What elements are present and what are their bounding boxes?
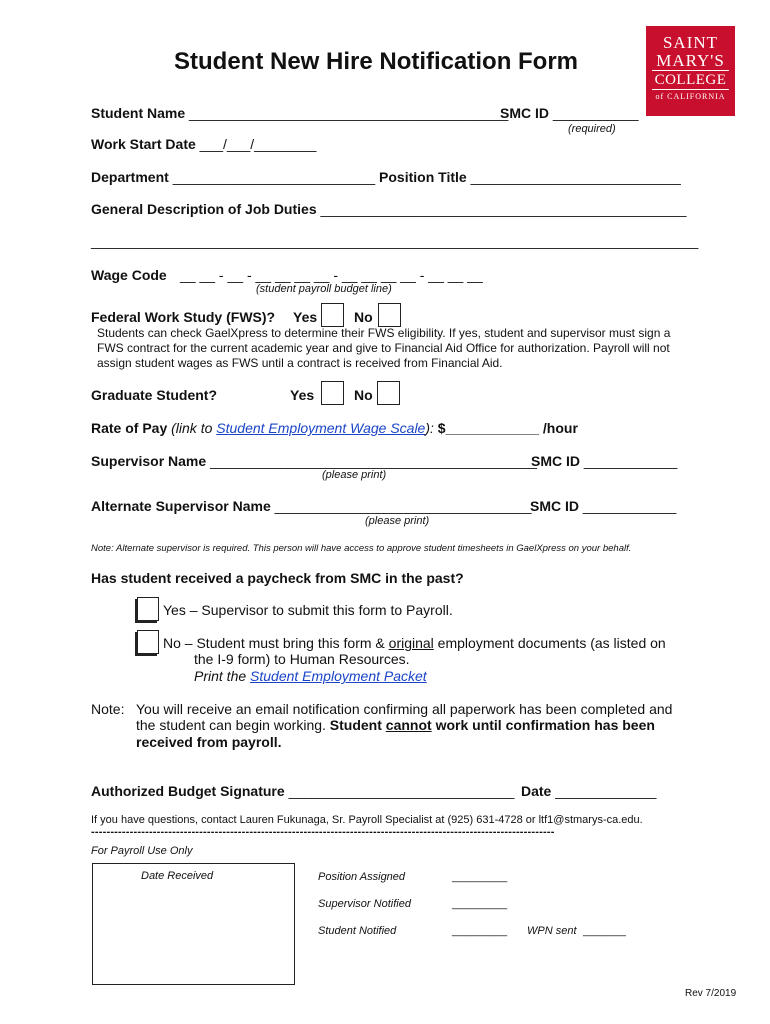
budget-row: [91, 783, 514, 799]
note-line1: You will receive an email notification confirming all paperwork has been completed and: [136, 701, 673, 717]
work-start-field[interactable]: ___/___/________: [199, 136, 317, 152]
rate-label: Rate of Pay: [91, 420, 168, 436]
job-duties-field[interactable]: _______________________________________________: [320, 201, 687, 217]
student-notified-field[interactable]: _________: [452, 925, 508, 937]
budget-label: Authorized Budget Signature: [91, 783, 285, 799]
fws-yes-label: Yes: [293, 309, 318, 325]
contact-text: If you have questions, contact Lauren Fukunaga, Sr. Payroll Specialist at (925) 631-4728 or ltf1@stmarys-ca.edu.: [91, 814, 643, 826]
page-title: Student New Hire Notification Form: [174, 48, 579, 75]
rate-unit: /hour: [542, 420, 578, 436]
alt-supervisor-print-note: (please print): [365, 515, 430, 527]
department-label: Department: [91, 169, 169, 185]
fws-label: Federal Work Study (FWS)?: [91, 309, 276, 325]
note-line2: [136, 717, 655, 733]
date-received-box[interactable]: [92, 863, 295, 985]
note-line2-cannot: cannot: [385, 717, 432, 733]
fws-description: [97, 326, 670, 371]
paycheck-no-line2: the I-9 form) to Human Resources.: [194, 651, 410, 667]
logo-line3: COLLEGE: [652, 70, 729, 90]
rate-field[interactable]: $____________: [437, 420, 540, 436]
divider-line: ------------------------------------------------------------------------------------------------------------------------: [91, 826, 555, 838]
alt-supervisor-field[interactable]: _________________________________: [274, 498, 532, 514]
smc-id-field[interactable]: ___________: [552, 105, 639, 121]
alt-supervisor-label: Alternate Supervisor Name: [91, 498, 271, 514]
revision-label: Rev 7/2019: [685, 988, 737, 999]
college-logo: [646, 26, 735, 116]
job-duties-field-line2[interactable]: ______________________________________________________________________________: [91, 233, 699, 249]
student-employment-packet-link[interactable]: Student Employment Packet: [250, 668, 427, 684]
supervisor-print-note: (please print): [322, 469, 387, 481]
alt-supervisor-row: [91, 498, 532, 514]
payroll-use-title: For Payroll Use Only: [91, 845, 193, 857]
budget-date-row: [521, 783, 656, 799]
student-name-row: [91, 105, 508, 121]
supervisor-notified-field[interactable]: _________: [452, 898, 508, 910]
fws-desc-line2: FWS contract for the current academic year and give to Financial Aid Office for authorization. Payroll will not: [97, 341, 670, 355]
rate-post: ):: [425, 420, 438, 436]
supervisor-row: [91, 453, 537, 469]
graduate-no-checkbox[interactable]: [377, 381, 400, 405]
supervisor-smc-label: SMC ID: [531, 453, 580, 469]
supervisor-smc-row: [531, 453, 677, 469]
smc-id-required-note: (required): [568, 123, 616, 135]
note-line2-b: Student: [329, 717, 386, 733]
paycheck-no-text-a: No – Student must bring this form &: [163, 635, 389, 651]
wpn-sent-label: WPN sent: [527, 925, 577, 937]
fws-desc-line3: assign student wages as FWS until a contract is received from Financial Aid.: [97, 356, 503, 370]
note-line3: received from payroll.: [136, 734, 282, 750]
print-packet-pre: Print the: [194, 668, 251, 684]
note-line2-d: work until confirmation has been: [431, 717, 655, 733]
paycheck-question: Has student received a paycheck from SMC in the past?: [91, 570, 464, 586]
supervisor-notified-label: Supervisor Notified: [318, 898, 411, 910]
alt-supervisor-note: Note: Alternate supervisor is required. This person will have access to approve student timesheets in GaelXpress on your behalf.: [91, 543, 632, 554]
wpn-sent-field[interactable]: _______: [583, 925, 626, 937]
fws-no-checkbox[interactable]: [378, 303, 401, 327]
paycheck-yes-label: Yes – Supervisor to submit this form to Payroll.: [163, 602, 453, 618]
department-field[interactable]: __________________________: [172, 169, 376, 185]
student-name-field[interactable]: _________________________________________: [189, 105, 509, 121]
fws-yes-checkbox[interactable]: [321, 303, 344, 327]
wage-code-label: Wage Code: [91, 267, 167, 283]
position-assigned-label: Position Assigned: [318, 871, 406, 883]
fws-desc-line1: Students can check GaelXpress to determine their FWS eligibility. If yes, student and supervisor must sign a: [97, 326, 671, 340]
budget-date-label: Date: [521, 783, 552, 799]
graduate-label: Graduate Student?: [91, 387, 218, 403]
wage-code-note: (student payroll budget line): [256, 283, 392, 295]
work-start-row: [91, 136, 316, 152]
position-title-label: Position Title: [379, 169, 467, 185]
alt-supervisor-smc-field[interactable]: ____________: [582, 498, 677, 514]
fws-no-label: No: [354, 309, 373, 325]
student-name-label: Student Name: [91, 105, 186, 121]
logo-line1: SAINT: [662, 33, 719, 52]
budget-date-field[interactable]: _____________: [555, 783, 657, 799]
wage-scale-link[interactable]: Student Employment Wage Scale: [216, 420, 426, 436]
smc-id-row: [500, 105, 639, 121]
budget-signature-field[interactable]: _____________________________: [288, 783, 515, 799]
rate-row: [91, 420, 578, 436]
work-start-label: Work Start Date: [91, 136, 196, 152]
print-packet-row: [194, 668, 427, 684]
job-duties-label: General Description of Job Duties: [91, 201, 317, 217]
paycheck-no-text-b: employment documents (as listed on: [433, 635, 666, 651]
alt-supervisor-smc-row: [530, 498, 676, 514]
position-title-field[interactable]: ___________________________: [470, 169, 681, 185]
supervisor-label: Supervisor Name: [91, 453, 207, 469]
alt-supervisor-smc-label: SMC ID: [530, 498, 579, 514]
student-notified-label: Student Notified: [318, 925, 397, 937]
supervisor-smc-field[interactable]: ____________: [583, 453, 678, 469]
paycheck-no-checkbox[interactable]: [137, 630, 159, 654]
wage-code-field[interactable]: __ __ - __ - __ __ __ __ - __ __ __ __ - __ __ __: [180, 267, 483, 283]
note-label: Note:: [91, 701, 125, 717]
position-assigned-field[interactable]: _________: [452, 871, 508, 883]
paycheck-no-original: original: [388, 635, 434, 651]
job-duties-row: [91, 201, 686, 217]
rate-pre: (link to: [171, 420, 217, 436]
graduate-yes-label: Yes: [290, 387, 315, 403]
graduate-no-label: No: [354, 387, 373, 403]
logo-line4: of CALIFORNIA: [655, 92, 726, 101]
paycheck-yes-checkbox[interactable]: [137, 597, 159, 621]
department-row: [91, 169, 681, 185]
note-line2-a: the student can begin working.: [136, 717, 330, 733]
smc-id-label: SMC ID: [500, 105, 549, 121]
logo-line2: MARY'S: [656, 51, 725, 70]
graduate-yes-checkbox[interactable]: [321, 381, 344, 405]
paycheck-no-label: [163, 635, 666, 651]
date-received-label: Date Received: [141, 870, 214, 882]
supervisor-field[interactable]: __________________________________________: [210, 453, 538, 469]
